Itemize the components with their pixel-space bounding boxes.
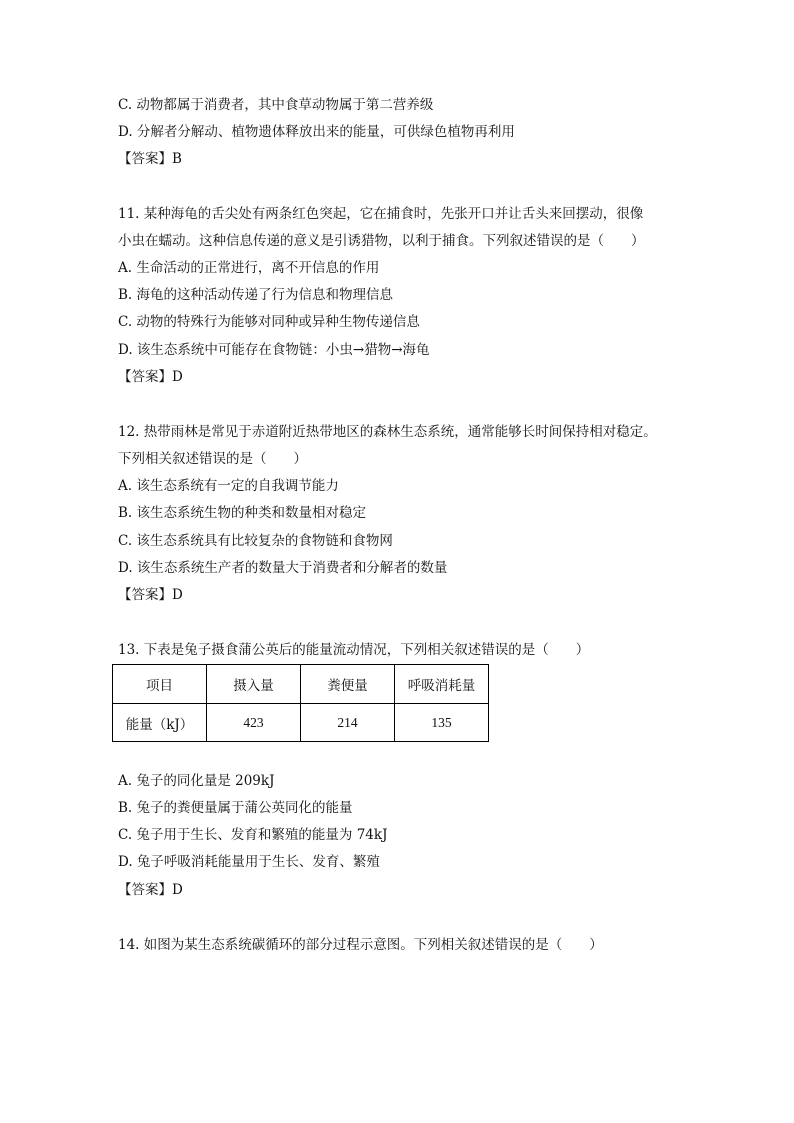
- table-cell: 135: [395, 704, 489, 742]
- table-cell: 214: [301, 704, 395, 742]
- question-12-option-b: B. 该生态系统生物的种类和数量相对稳定: [118, 505, 367, 521]
- table-row-label: 能量（kJ）: [113, 704, 207, 742]
- table-header-cell: 呼吸消耗量: [395, 665, 489, 704]
- table-row: [113, 704, 489, 742]
- question-12-option-a: A. 该生态系统有一定的自我调节能力: [118, 478, 339, 494]
- question-13-option-b: B. 兔子的粪便量属于蒲公英同化的能量: [118, 800, 353, 816]
- question-13-option-c: C. 兔子用于生长、发育和繁殖的能量为 74kJ: [118, 827, 388, 843]
- answer: 【答案】B: [118, 151, 182, 167]
- question-11-option-b: B. 海龟的这种活动传递了行为信息和物理信息: [118, 287, 394, 303]
- question-13-option-d: D. 兔子呼吸消耗能量用于生长、发育、繁殖: [118, 854, 380, 870]
- question-13-option-a: A. 兔子的同化量是 209kJ: [118, 773, 275, 789]
- question-11-stem-line-1: 11. 某种海龟的舌尖处有两条红色突起，它在捕食时，先张开口并让舌头来回摆动，很像: [118, 206, 644, 222]
- energy-flow-table: [112, 664, 489, 742]
- option-d: D. 分解者分解动、植物遗体释放出来的能量，可供绿色植物再利用: [118, 124, 515, 140]
- question-12-stem-line-2: 下列相关叙述错误的是（ ）: [118, 451, 307, 467]
- question-11-answer: 【答案】D: [118, 369, 183, 385]
- question-12-stem-line-1: 12. 热带雨林是常见于赤道附近热带地区的森林生态系统，通常能够长时间保持相对稳定。: [118, 424, 657, 440]
- table-header-cell: 摄入量: [207, 665, 301, 704]
- question-14-stem: 14. 如图为某生态系统碳循环的部分过程示意图。下列相关叙述错误的是（ ）: [118, 937, 603, 953]
- question-11-option-c: C. 动物的特殊行为能够对同种或异种生物传递信息: [118, 314, 420, 330]
- question-13-stem: 13. 下表是兔子摄食蒲公英后的能量流动情况，下列相关叙述错误的是（ ）: [118, 642, 590, 658]
- question-13-answer: 【答案】D: [118, 882, 183, 898]
- table-header-cell: 粪便量: [301, 665, 395, 704]
- question-11-option-a: A. 生命活动的正常进行，离不开信息的作用: [118, 260, 380, 276]
- option-c: C. 动物都属于消费者，其中食草动物属于第二营养级: [118, 97, 434, 113]
- question-11-option-d: D. 该生态系统中可能存在食物链：小虫→猎物→海龟: [118, 342, 430, 358]
- question-11-stem-line-2: 小虫在蠕动。这种信息传递的意义是引诱猎物，以利于捕食。下列叙述错误的是（ ）: [118, 233, 645, 249]
- table-header-cell: 项目: [113, 665, 207, 704]
- question-12-option-c: C. 该生态系统具有比较复杂的食物链和食物网: [118, 533, 393, 549]
- question-12-option-d: D. 该生态系统生产者的数量大于消费者和分解者的数量: [118, 560, 448, 576]
- question-12-answer: 【答案】D: [118, 587, 183, 603]
- table-cell: 423: [207, 704, 301, 742]
- table-header-row: [113, 665, 489, 704]
